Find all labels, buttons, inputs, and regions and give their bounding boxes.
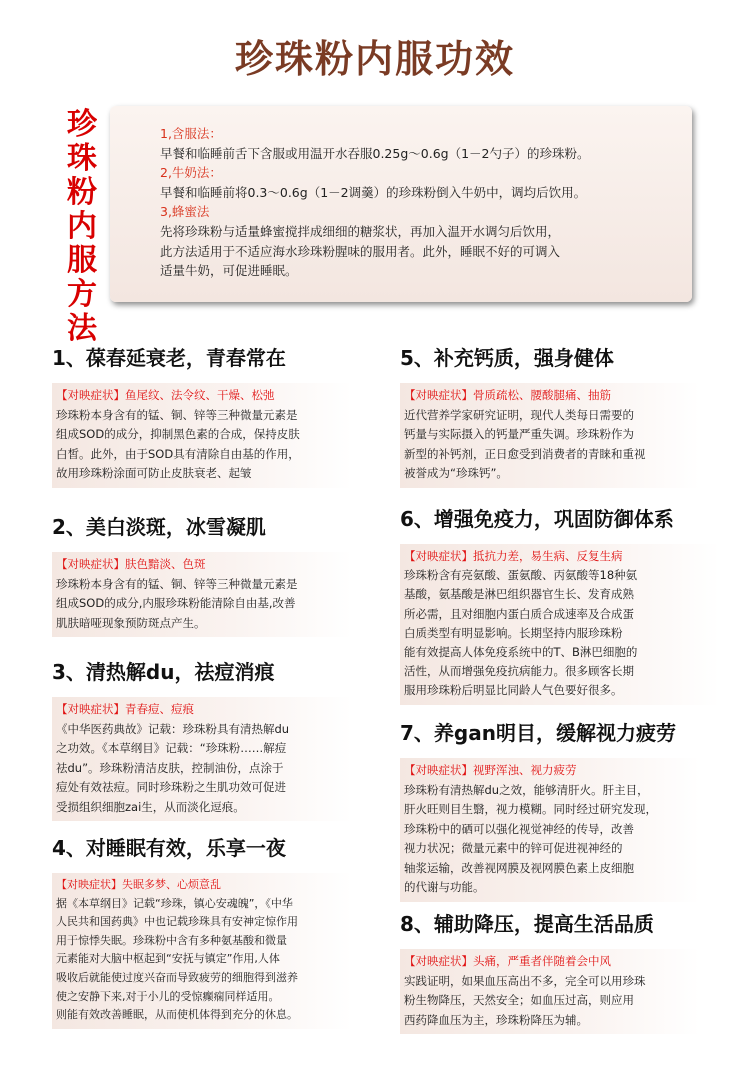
body-line: 粉生物降压，天然安全；如血压过高，则应用 (404, 993, 634, 1007)
section-title: 8、辅助降压，提高生活品质 (400, 912, 654, 936)
body-line: 实践证明，如果血压高出不多，完全可以用珍珠 (404, 973, 646, 988)
body-line: 组成SOD的成分,内服珍珠粉能清除自由基,改善 (56, 596, 296, 610)
benefit-section-1 (52, 342, 352, 488)
section-body (52, 697, 352, 821)
method-item-head: 2,牛奶法： (160, 165, 222, 181)
symptom-tag: 【对映症状】 (404, 388, 473, 402)
method-item (160, 124, 680, 163)
symptom-tag: 【对映症状】 (404, 549, 473, 563)
body-line: 西药降血压为主，珍珠粉降压为辅。 (404, 1012, 588, 1027)
symptom-text: 抵抗力差，易生病、反复生病 (473, 549, 623, 563)
symptom-line (56, 555, 346, 575)
section-body (400, 758, 700, 902)
body-line: 钙量与实际摄入的钙量严重失调。珍珠粉作为 (404, 427, 634, 441)
symptom-line (404, 761, 694, 781)
section-title: 7、养gan明目，缓解视力疲劳 (400, 721, 676, 745)
benefit-section-6 (400, 503, 720, 705)
symptom-line (56, 876, 346, 895)
body-line: 痘处有效祛痘。同时珍珠粉之生肌功效可促进 (56, 780, 286, 794)
method-item-line: 早餐和临睡前舌下含服或用温开水吞服0.25g～0.6g（1－2勺子）的珍珠粉。 (160, 145, 590, 161)
method-item-head: 1,含服法： (160, 126, 222, 141)
symptom-text: 失眠多梦、心烦意乱 (122, 878, 221, 891)
body-line: 珍珠粉中的硒可以强化视觉神经的传导，改善 (404, 821, 634, 836)
body-line: 元素能对大脑中枢起到“安抚与镇定”作用,人体 (56, 952, 280, 966)
body-line: 肌肤暗哑现象预防斑点产生。 (56, 615, 206, 630)
body-line: 能有效提高人体免疫系统中的T、B淋巴细胞的 (404, 645, 638, 660)
symptom-tag: 【对映症状】 (56, 557, 125, 571)
method-content (160, 124, 680, 281)
method-item (160, 202, 680, 280)
body-line: 所必需，且对细胞内蛋白质合成速率及合成蛋 (404, 606, 634, 621)
section-title: 3、清热解du，祛痘消痕 (52, 660, 275, 684)
body-line: 珍珠粉含有亮氨酸、蛋氨酸、丙氨酸等18种氨 (404, 568, 638, 583)
symptom-text: 肤色黯淡、色斑 (125, 557, 206, 571)
symptom-tag: 【对映症状】 (56, 702, 125, 716)
body-line: 珍珠粉本身含有的锰、铜、锌等三种微量元素是 (56, 407, 298, 422)
symptom-text: 鱼尾纹、法令纹、干燥、松弛 (125, 388, 275, 402)
symptom-text: 青春痘、痘痕 (125, 702, 194, 716)
body-line: 人民共和国药典》中也记载珍珠具有安神定惊作用 (56, 915, 298, 929)
body-line: 肝火旺则目生翳，视力模糊。同时经过研究发现， (404, 802, 657, 816)
section-body (52, 552, 352, 637)
body-line: 近代营养学家研究证明，现代人类每日需要的 (404, 407, 634, 422)
body-line: 使之安静下来,对于小儿的受惊癫痫同样适用。 (56, 989, 280, 1003)
benefit-section-4 (52, 832, 352, 1029)
body-line: 吸收后就能使过度兴奋而导致疲劳的细胞得到滋养 (56, 970, 298, 984)
method-item (160, 163, 680, 202)
symptom-line (404, 952, 694, 972)
section-body (400, 544, 720, 705)
benefit-section-8 (400, 908, 700, 1034)
body-line: 白皙。此外，由于SOD具有清除自由基的作用， (56, 446, 300, 461)
symptom-text: 头痛，严重者伴随着会中风 (473, 954, 611, 968)
body-line: 轴浆运输，改善视网膜及视网膜色素上皮细胞 (404, 860, 634, 875)
body-line: 珍珠粉本身含有的锰、铜、锌等三种微量元素是 (56, 576, 298, 591)
symptom-tag: 【对映症状】 (404, 763, 473, 777)
method-item-line: 早餐和临睡前将0.3～0.6g（1－2调羹）的珍珠粉倒入牛奶中，调均后饮用。 (160, 184, 587, 200)
body-line: 被誉成为“珍珠钙”。 (404, 466, 508, 480)
body-line: 的代谢与功能。 (404, 880, 485, 894)
body-line: 组成SOD的成分，抑制黑色素的合成，保持皮肤 (56, 427, 300, 441)
method-item-line: 先将珍珠粉与适量蜂蜜搅拌成细细的糖浆状，再加入温开水调匀后饮用， (160, 223, 561, 239)
page-title: 珍珠粉内服功效 (234, 37, 515, 81)
symptom-tag: 【对映症状】 (404, 954, 473, 968)
section-body (52, 383, 352, 488)
body-line: 据《本草纲目》记载“珍珠，镇心安魂魄”，《中华 (56, 896, 293, 910)
section-title: 1、葆春延衰老，青春常在 (52, 346, 286, 370)
body-line: 视力状况；微量元素中的锌可促进视神经的 (404, 841, 623, 855)
body-line: 之功效。《本草纲目》记载：“珍珠粉……解痘 (56, 741, 287, 755)
section-title: 5、补充钙质，强身健体 (400, 346, 614, 370)
body-line: 则能有效改善睡眠，从而使机体得到充分的休息。 (56, 1008, 298, 1022)
symptom-line (56, 700, 346, 720)
method-item-line: 此方法适用于不适应海水珍珠粉腥味的服用者。此外，睡眠不好的可调入 (160, 243, 561, 259)
method-item-head: 3,蜂蜜法 (160, 204, 210, 220)
section-body (400, 949, 700, 1034)
symptom-tag: 【对映症状】 (56, 388, 125, 402)
body-line: 故用珍珠粉涂面可防止皮肤衰老、起皱 (56, 466, 252, 480)
section-title: 6、增强免疫力，巩固防御体系 (400, 507, 674, 531)
benefit-section-3 (52, 656, 352, 821)
benefit-section-5 (400, 342, 700, 488)
symptom-text: 视野浑浊、视力疲劳 (473, 763, 577, 777)
body-line: 活性，从而增强免疫抗病能力。很多顾客长期 (404, 664, 634, 679)
body-line: 新型的补钙剂，正日愈受到消费者的青睐和重视 (404, 446, 646, 461)
body-line: 白质类型有明显影响。长期坚持内服珍珠粉 (404, 625, 623, 640)
symptom-tag: 【对映症状】 (56, 878, 122, 891)
benefit-section-2 (52, 511, 352, 637)
symptom-text: 骨质疏松、腰酸腿痛、抽筋 (473, 388, 611, 402)
method-item-line: 适量牛奶，可促进睡眠。 (160, 263, 298, 279)
section-title: 2、美白淡斑，冰雪凝肌 (52, 515, 266, 539)
symptom-line (56, 386, 346, 406)
benefit-section-7 (400, 717, 700, 902)
body-line: 祛du”。珍珠粉清洁皮肤，控制油份，点涂于 (56, 760, 284, 775)
body-line: 基酸，氨基酸是淋巴组织器官生长、发育成熟 (404, 587, 634, 602)
body-line: 服用珍珠粉后明显比同龄人气色要好很多。 (404, 683, 623, 698)
method-side-label: 珍珠粉内服方法 (67, 107, 97, 346)
section-body (52, 873, 352, 1029)
symptom-line (404, 547, 714, 566)
body-line: 受损组织细胞zai生，从而淡化逗痕。 (56, 799, 245, 814)
symptom-line (404, 386, 694, 406)
section-title: 4、对睡眠有效，乐享一夜 (52, 836, 286, 860)
body-line: 《中华医药典故》记载：珍珠粉具有清热解du (56, 721, 290, 736)
section-body (400, 383, 700, 488)
body-line: 用于惊悸失眠。珍珠粉中含有多种氨基酸和微量 (56, 933, 287, 947)
body-line: 珍珠粉有清热解du之效，能够清肝火。肝主目， (404, 782, 649, 797)
